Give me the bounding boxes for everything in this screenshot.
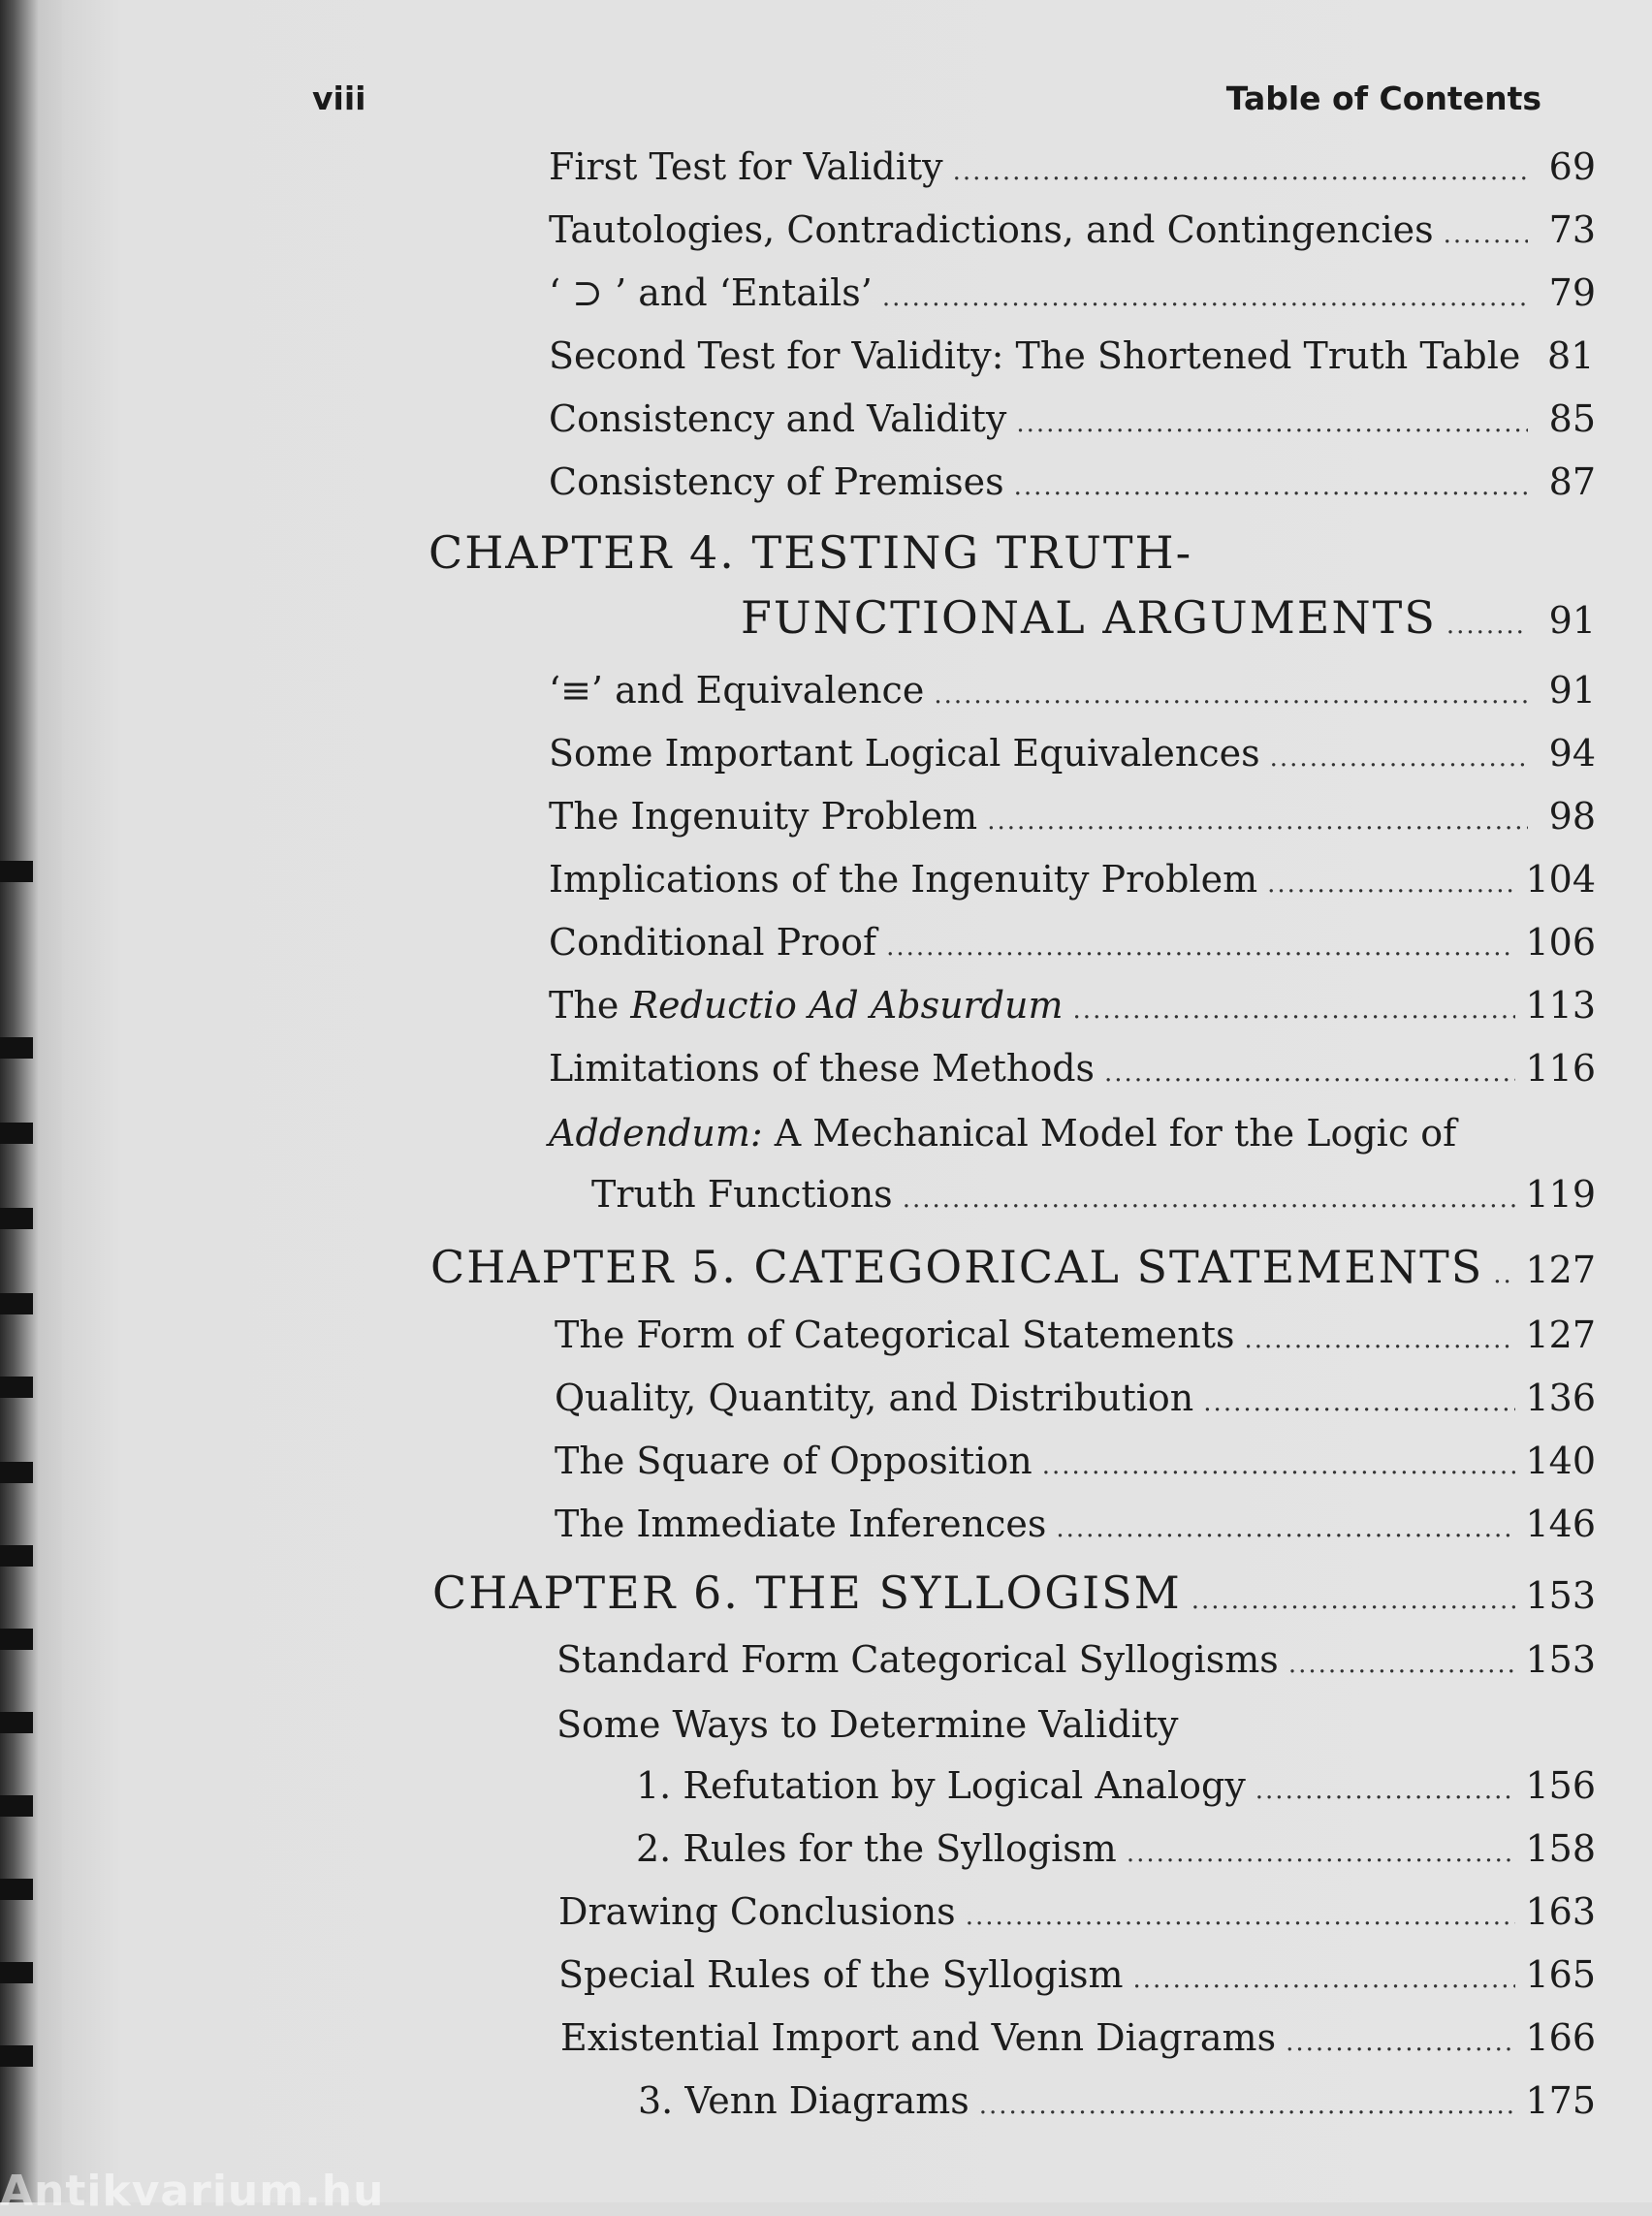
toc-entry-title: Drawing Conclusions (558, 1890, 956, 1933)
leader-dots (1042, 1452, 1516, 1480)
spine-mark (0, 1629, 33, 1650)
addendum-label: Addendum: (549, 1112, 763, 1155)
toc-entry-title: The Form of Categorical Statements (555, 1314, 1235, 1356)
leader-dots (979, 2092, 1516, 2120)
toc-entry-title: Truth Functions (591, 1173, 893, 1216)
leader-dots (1270, 744, 1528, 773)
chapter-title: FUNCTIONAL ARGUMENTS (741, 591, 1437, 644)
toc-entry (549, 336, 1596, 377)
leader-dots (1191, 1587, 1516, 1615)
leader-dots (1016, 410, 1528, 438)
toc-entry (555, 1378, 1596, 1419)
leader-dots (1203, 1389, 1515, 1417)
leader-dots (1073, 997, 1516, 1025)
spine-mark (0, 1962, 33, 1983)
spine-mark (0, 1712, 33, 1733)
toc-entry-title: Second Test for Validity: The Shortened Truth Table (549, 334, 1521, 377)
toc-entry (549, 147, 1596, 188)
toc-entry-page: 146 (1525, 1503, 1596, 1545)
toc-entry-page: 81 (1547, 334, 1595, 377)
leader-dots (1133, 1966, 1516, 1994)
toc-entry-page: 69 (1548, 145, 1596, 188)
leader-dots (1245, 1326, 1516, 1354)
toc-entry-page: 98 (1548, 795, 1596, 838)
toc-entry-title: Implications of the Ingenuity Problem (549, 858, 1258, 901)
chapter-title: CHAPTER 6. THE SYLLOGISM (432, 1567, 1182, 1619)
leader-dots (1288, 1651, 1516, 1679)
toc-entry (555, 1315, 1596, 1356)
chapter-heading (430, 1243, 1596, 1292)
title-prefix: The (549, 984, 631, 1027)
leader-dots (1493, 1261, 1515, 1289)
toc-entry-page: 175 (1525, 2079, 1596, 2122)
toc-entry-page: 113 (1525, 984, 1596, 1027)
toc-entry-title: Existential Import and Venn Diagrams (560, 2016, 1277, 2059)
toc-entry (555, 1504, 1596, 1545)
chapter-page: 91 (1548, 599, 1596, 642)
leader-dots (934, 681, 1528, 710)
leader-dots (1255, 1777, 1516, 1805)
toc-entry-title: The Ingenuity Problem (549, 795, 978, 838)
toc-entry-page: 119 (1525, 1173, 1596, 1216)
page-number-header: viii (312, 79, 366, 117)
toc-entry (549, 399, 1596, 440)
spine-mark (0, 2045, 33, 2067)
toc-entry-title: The Immediate Inferences (555, 1503, 1047, 1545)
leader-dots (903, 1186, 1516, 1214)
toc-entry-title: 3. Venn Diagrams (638, 2079, 969, 2122)
leader-dots (987, 807, 1528, 836)
toc-entry-title: ‘≡’ and Equivalence (549, 669, 925, 712)
book-spine (0, 0, 62, 2202)
toc-entry-title: Limitations of these Methods (549, 1047, 1096, 1090)
chapter-heading: CHAPTER 4. TESTING TRUTH- (429, 526, 1193, 579)
spine-mark (0, 1037, 33, 1059)
chapter-page: 153 (1525, 1574, 1596, 1617)
toc-entry (636, 1766, 1596, 1807)
leader-dots (1056, 1515, 1515, 1543)
leader-dots (1286, 2029, 1515, 2057)
toc-entry-page: 153 (1525, 1638, 1596, 1681)
toc-entry-page: 156 (1525, 1764, 1596, 1807)
toc-entry-page: 140 (1525, 1440, 1596, 1482)
leader-dots (1127, 1840, 1516, 1868)
toc-entry-title: Special Rules of the Syllogism (558, 1953, 1124, 1996)
toc-entry-title: The Square of Opposition (555, 1440, 1032, 1482)
toc-entry-title: Conditional Proof (549, 921, 877, 964)
toc-entry-page: 166 (1525, 2016, 1596, 2059)
toc-entry-title: Some Important Logical Equivalences (549, 732, 1260, 775)
spine-mark (0, 1208, 33, 1229)
toc-entry-page: 104 (1525, 858, 1596, 901)
toc-entry-title: 2. Rules for the Syllogism (636, 1827, 1117, 1870)
toc-entry-title: First Test for Validity (549, 145, 943, 188)
leader-dots (1014, 473, 1528, 501)
leader-dots (1104, 1060, 1515, 1088)
toc-entry-title: 1. Refutation by Logical Analogy (636, 1764, 1246, 1807)
toc-entry-title: Standard Form Categorical Syllogisms (556, 1638, 1279, 1681)
toc-entry (549, 462, 1596, 503)
chapter-heading (432, 1568, 1596, 1618)
book-page (62, 0, 1652, 2202)
toc-entry-title: Tautologies, Contradictions, and Contingencies (549, 208, 1434, 251)
toc-entry (549, 273, 1596, 314)
toc-entry-page: 85 (1548, 397, 1596, 440)
toc-entry-page: 87 (1548, 460, 1596, 503)
leader-dots (1446, 612, 1528, 640)
chapter-heading (741, 593, 1596, 643)
running-title: Table of Contents (1225, 79, 1541, 117)
toc-entry (549, 210, 1596, 251)
toc-entry (558, 1955, 1596, 1996)
addendum-text: A Mechanical Model for the Logic of (762, 1112, 1457, 1155)
leader-dots (966, 1903, 1516, 1931)
spine-mark (0, 1879, 33, 1900)
toc-entry-page: 165 (1525, 1953, 1596, 1996)
leader-dots (882, 284, 1528, 312)
toc-entry (555, 1441, 1596, 1482)
addendum-line (549, 1112, 1456, 1155)
spine-mark (0, 1795, 33, 1817)
toc-entry-title: Consistency and Validity (549, 397, 1007, 440)
spine-mark (0, 1377, 33, 1398)
toc-entry-title (549, 986, 1064, 1027)
toc-entry-page: 106 (1525, 921, 1596, 964)
toc-entry (558, 1892, 1596, 1933)
toc-subheading: Some Ways to Determine Validity (556, 1703, 1179, 1746)
toc-entry-page: 73 (1548, 208, 1596, 251)
leader-dots (1444, 221, 1528, 249)
title-italic: Reductio Ad Absurdum (630, 984, 1064, 1027)
toc-entry (556, 1640, 1596, 1681)
toc-entry (549, 797, 1596, 838)
toc-entry (549, 923, 1596, 964)
toc-entry-title: Consistency of Premises (549, 460, 1004, 503)
toc-entry-page: 94 (1548, 732, 1596, 775)
chapter-title: CHAPTER 5. CATEGORICAL STATEMENTS (430, 1241, 1484, 1293)
leader-dots (953, 158, 1528, 186)
leader-dots (886, 934, 1515, 962)
spine-mark (0, 861, 33, 882)
toc-entry (549, 1049, 1596, 1090)
toc-entry-page: 136 (1525, 1377, 1596, 1419)
spine-mark (0, 1293, 33, 1314)
toc-entry-page: 158 (1525, 1827, 1596, 1870)
toc-entry-page: 91 (1548, 669, 1596, 712)
toc-entry (549, 860, 1596, 901)
toc-entry (560, 2018, 1596, 2059)
toc-entry (591, 1175, 1596, 1216)
toc-entry-title: Quality, Quantity, and Distribution (555, 1377, 1194, 1419)
toc-entry (638, 2081, 1596, 2122)
watermark: Antikvarium.hu (0, 2167, 385, 2216)
chapter-page: 127 (1525, 1249, 1596, 1291)
toc-entry-page: 127 (1525, 1314, 1596, 1356)
toc-entry (636, 1829, 1596, 1870)
spine-mark (0, 1123, 33, 1144)
spine-mark (0, 1462, 33, 1483)
toc-entry (549, 734, 1596, 775)
leader-dots (1267, 871, 1515, 899)
toc-entry (549, 671, 1596, 712)
toc-entry-page: 116 (1525, 1047, 1596, 1090)
toc-entry (549, 986, 1596, 1027)
toc-entry-page: 79 (1548, 271, 1596, 314)
toc-entry-title: ‘ ⊃ ’ and ‘Entails’ (549, 271, 873, 314)
spine-mark (0, 1545, 33, 1567)
toc-entry-page: 163 (1525, 1890, 1596, 1933)
